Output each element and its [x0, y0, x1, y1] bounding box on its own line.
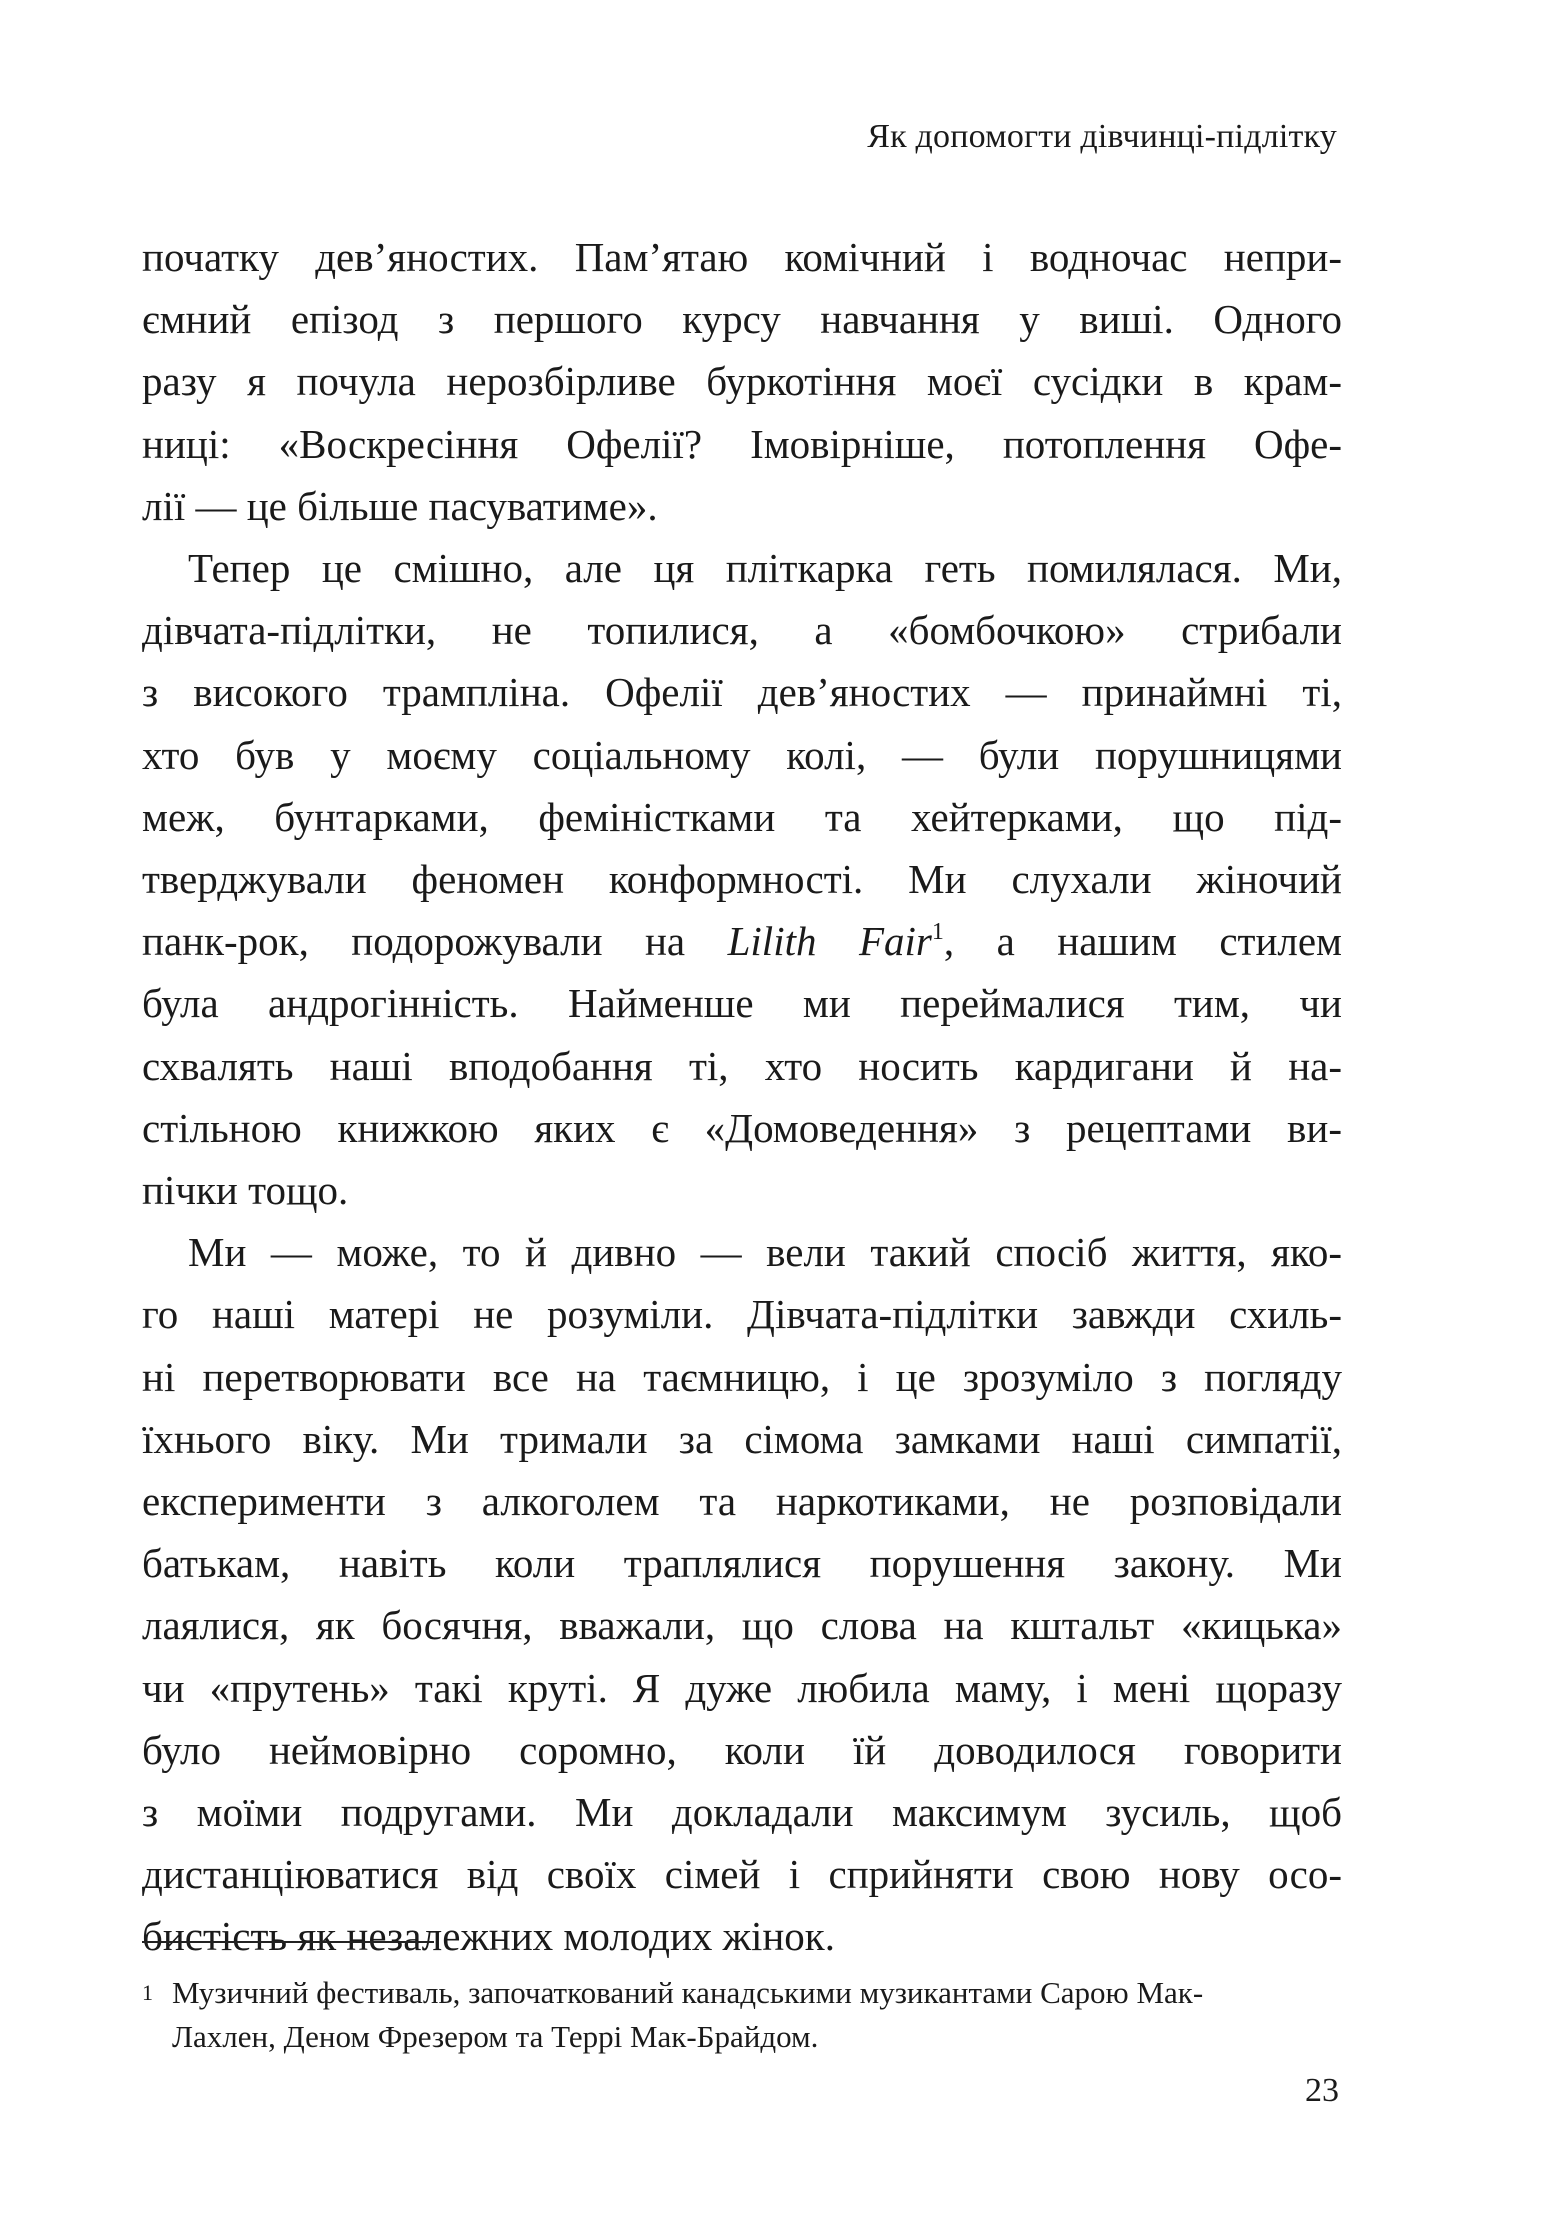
footnote-reference: 1	[931, 919, 944, 946]
text-line: їхнього віку. Ми тримали за сімома замками наші симпатії,	[142, 1415, 1342, 1462]
footnote-marker: 1	[142, 1980, 153, 2005]
footnote-line: Лахлен, Деном Фрезером та Террі Мак-Брайдом.	[172, 2019, 819, 2054]
footnote-line: Музичний фестиваль, започаткований канадськими музикантами Сарою Мак-	[172, 1975, 1204, 2010]
page-number: 23	[1305, 2072, 1339, 2109]
text-line: ниці: «Воскресіння Офелії? Імовірніше, потоплення Офе-	[142, 420, 1342, 467]
running-header: Як допомогти дівчинці-підлітку	[867, 118, 1337, 155]
footnote-divider	[142, 1941, 434, 1943]
text-line: хто був у моєму соціальному колі, — були порушницями	[142, 731, 1342, 778]
text-line: разу я почула нерозбірливе буркотіння моєї сусідки в крам-	[142, 358, 1342, 405]
main-text	[142, 226, 1342, 1968]
text-line: го наші матері не розуміли. Дівчата-підлітки завжди схиль-	[142, 1291, 1342, 1338]
text-line: схвалять наші вподобання ті, хто носить кардигани й на-	[142, 1042, 1342, 1089]
text-segment: панк-рок, подорожували на	[142, 918, 728, 965]
text-line: стільною книжкою яких є «Домоведення» з рецептами ви-	[142, 1104, 1342, 1151]
text-line: лаялися, як босячня, вважали, що слова на кштальт «кицька»	[142, 1602, 1342, 1649]
text-line: пічки тощо.	[142, 1167, 349, 1214]
text-line: батькам, навіть коли траплялися порушення закону. Ми	[142, 1540, 1342, 1587]
footnote-text	[172, 1971, 1342, 2059]
text-line: дистанціюватися від своїх сімей і сприйняти свою нову осо-	[142, 1851, 1342, 1898]
festival-name: Lilith Fair	[727, 918, 932, 965]
text-line: з моїми подругами. Ми докладали максимум зусиль, щоб	[142, 1789, 1342, 1836]
text-line: було неймовірно соромно, коли їй доводилося говорити	[142, 1726, 1342, 1773]
text-line: Ми — може, то й дивно — вели такий спосіб життя, яко-	[188, 1229, 1342, 1276]
paragraph-3	[142, 1221, 1342, 1967]
text-line: бистість як незалежних молодих жінок.	[142, 1913, 835, 1960]
text-line: експерименти з алкоголем та наркотиками, не розповідали	[142, 1478, 1342, 1525]
text-line: лії — це більше пасуватиме».	[142, 482, 658, 529]
text-line: тверджували феномен конформності. Ми слухали жіночий	[142, 856, 1342, 903]
text-line: Тепер це смішно, але ця пліткарка геть помилялася. Ми,	[188, 545, 1342, 592]
text-line: з високого трампліна. Офелії дев’яностих — принаймні ті,	[142, 669, 1342, 716]
footnote	[142, 1971, 1342, 2059]
text-line: ні перетворювати все на таємницю, і це зрозуміло з погляду	[142, 1353, 1342, 1400]
text-line: меж, бунтарками, феміністками та хейтерками, що під-	[142, 793, 1342, 840]
paragraph-1	[142, 226, 1342, 537]
paragraph-2	[142, 537, 1342, 1221]
text-line: початку дев’яностих. Пам’ятаю комічний і водночас непри-	[142, 234, 1342, 280]
text-line: чи «прутень» такі круті. Я дуже любила маму, і мені щоразу	[142, 1664, 1342, 1711]
text-line: ємний епізод з першого курсу навчання у виші. Одного	[142, 296, 1342, 343]
text-line: дівчата-підлітки, не топилися, а «бомбочкою» стрибали	[142, 607, 1342, 654]
text-line	[142, 910, 1342, 972]
text-line: була андрогінність. Найменше ми переймалися тим, чи	[142, 980, 1342, 1027]
text-segment: , а нашим стилем	[943, 918, 1342, 965]
